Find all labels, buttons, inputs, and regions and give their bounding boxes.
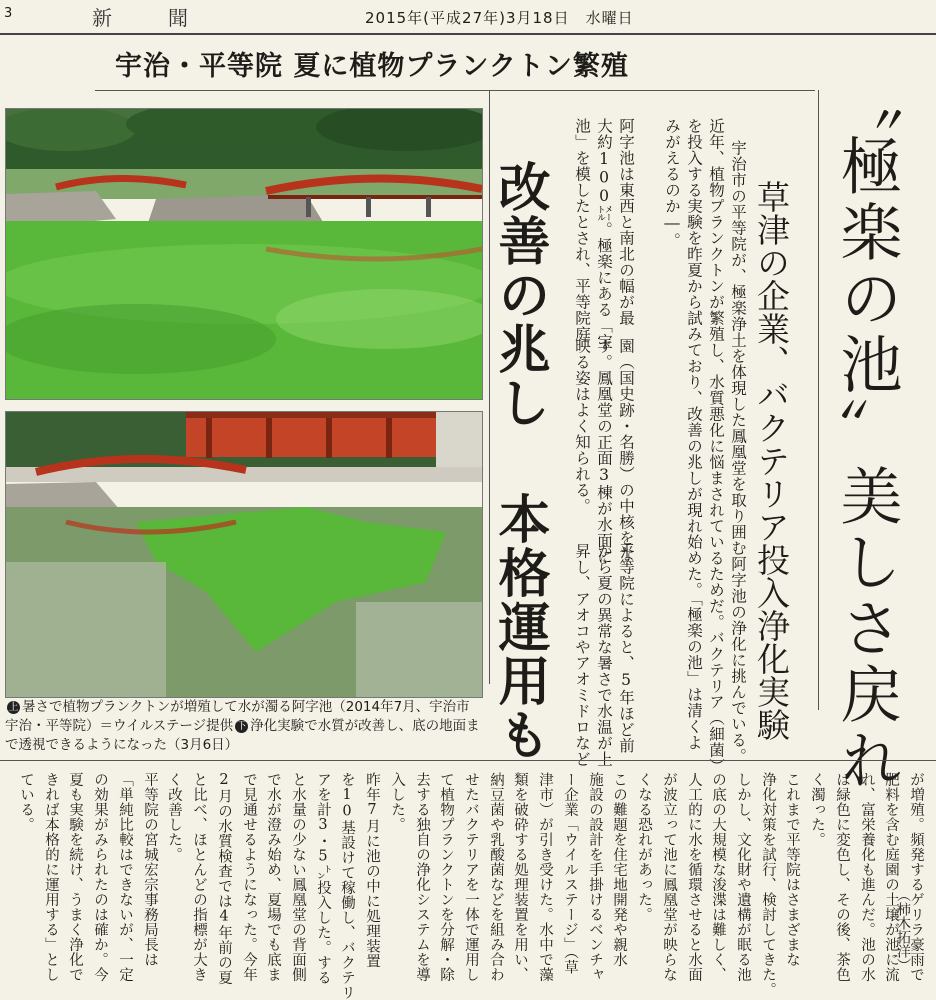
body-column: 納豆菌や乳酸菌などを組み合わ	[488, 772, 504, 982]
body-column: 映る姿はよく知られる。	[573, 338, 591, 514]
lead-column: を投入する実験を昨夏から試みており、改善の兆しが現れ始めた。「極楽の池」は清くよ	[685, 118, 703, 751]
body-column: 昨年7月に池の中に処理装置	[364, 772, 380, 969]
body-column: きれば本格的に運用する」とし	[43, 772, 59, 982]
body-column: 阿字池は東西と南北の幅が最	[617, 118, 635, 326]
body-column: の底の大規模な浚渫は難しく、	[710, 772, 726, 982]
body-column: は緑色に変色し、その後、茶色	[834, 772, 850, 982]
caption-mark-bottom: 下	[236, 721, 247, 732]
main-headline: 〝極楽の池〟美しさ戻れ	[830, 68, 903, 794]
body-column: しかし、文化財や遺構が眠る池	[735, 772, 751, 982]
body-column: 平等院によると、5年ほど前	[617, 543, 635, 754]
body-column: 類を破砕する処理装置を用い、	[512, 772, 528, 982]
body-column: 昇し、アオコやアオミドロなど	[573, 543, 591, 767]
lead-column: 宇治市の平等院が、極楽浄土を体現した鳳凰堂を取り囲む阿字池の浄化に挑んでいる。	[729, 140, 747, 764]
body-column: 園（国史跡・名勝）の中核をな	[617, 338, 635, 562]
byline: （柿木拓洋）	[895, 888, 911, 972]
body-column: 「単純比較はできないが、一定	[117, 772, 133, 982]
body-column: この難題を住宅地開発や親水	[611, 772, 627, 967]
body-column: から夏の異常な暑さで水温が上	[595, 543, 613, 767]
body-column: で水が澄み始め、夏場でも底ま	[265, 772, 281, 982]
top-headline: 宇治・平等院 夏に植物プランクトン繁殖	[115, 51, 629, 82]
body-column: 平等院の宮城宏宗事務局長は	[142, 772, 158, 967]
body-column: く濁った。	[809, 772, 825, 847]
body-column: 施設の設計を手掛けるベンチャ	[587, 772, 603, 982]
pond-photo-top-illustration	[6, 109, 482, 399]
lead-column: みがえるのか―。	[663, 118, 681, 249]
photo-pond-green	[5, 108, 483, 400]
body-column: す。鳳凰堂の正面3棟が水面に	[595, 338, 613, 565]
photo-pond-clear	[5, 411, 483, 698]
column-rule-right	[818, 90, 819, 710]
caption-text-bottom: 浄化実験で水質が改善し、底の地面まで透視できるようになった（3月6日）	[5, 718, 480, 753]
body-column: 池」を模したとされ、平等院庭	[573, 118, 591, 342]
caption-mark-top: 上	[8, 702, 19, 713]
publication-date: 2015年(平成27年)3月18日 水曜日	[365, 9, 634, 27]
body-column: を10基設けて稼働し、バクテリ	[339, 772, 355, 1000]
body-column: で見通せるようになった。今年	[241, 772, 257, 982]
photo-caption	[5, 698, 483, 755]
body-column: 2月の水質検査では4年前の夏	[216, 772, 232, 985]
body-column: て植物プランクトンを分解・除	[438, 772, 454, 982]
body-column: と比べ、ほとんどの指標が大き	[191, 772, 207, 982]
caption-text-top: 暑さで植物プランクトンが増殖して水が濁る阿字池（2014年7月、宇治市宇治・平等院）＝ウイルステージ提供	[5, 699, 470, 734]
body-column: せたバクテリアを一体で運用し	[463, 772, 479, 982]
body-column: く改善した。	[166, 772, 182, 862]
body-column: が増殖。頻発するゲリラ豪雨で	[908, 772, 924, 982]
body-column: 浄化対策を試行、検討してきた。	[760, 772, 776, 997]
body-column: 津市）が引き受けた。水中で藻	[537, 772, 553, 982]
body-column: ー企業「ウイルステージ」（草	[562, 772, 578, 975]
pond-photo-bottom-illustration	[6, 412, 482, 697]
sub-headline: 草津の企業、バクテリア投入浄化実験	[752, 180, 791, 741]
body-column: 入した。	[389, 772, 405, 832]
body-column: 去する独自の浄化システムを導	[414, 772, 430, 982]
body-column: と水量の少ない鳳凰堂の背面側	[290, 772, 306, 982]
side-headline: 改善の兆し 本格運用も	[489, 160, 549, 762]
page-number: 3	[4, 6, 13, 21]
body-column: ている。	[18, 772, 34, 832]
section-rule	[0, 760, 936, 761]
body-column: 夏も実験を続け、うまく浄化で	[67, 772, 83, 982]
header-rule	[0, 33, 936, 35]
headline-rule	[95, 90, 815, 91]
lead-column: 近年、植物プランクトンが繁殖し、水質悪化に悩まされているためだ。バクテリア（細菌）	[707, 118, 725, 774]
newspaper-name: 新聞	[92, 6, 244, 30]
body-column: れ、富栄養化も進んだ。池の水	[859, 772, 875, 982]
body-column: 大約100㍍。極楽にある「宝	[595, 118, 613, 350]
body-column: これまで平等院はさまざまな	[784, 772, 800, 967]
body-column: 人工的に水を循環させると水面	[686, 772, 702, 982]
body-column: 肥料を含む庭園の土壌が池に流	[883, 772, 899, 982]
body-column: くなる恐れがあった。	[636, 772, 652, 922]
body-column: の効果がみられたのは確か。今	[92, 772, 108, 982]
body-column: アを計3・5㌧投入した。する	[315, 772, 331, 985]
body-column: が波立って池に鳳凰堂が映らな	[661, 772, 677, 982]
